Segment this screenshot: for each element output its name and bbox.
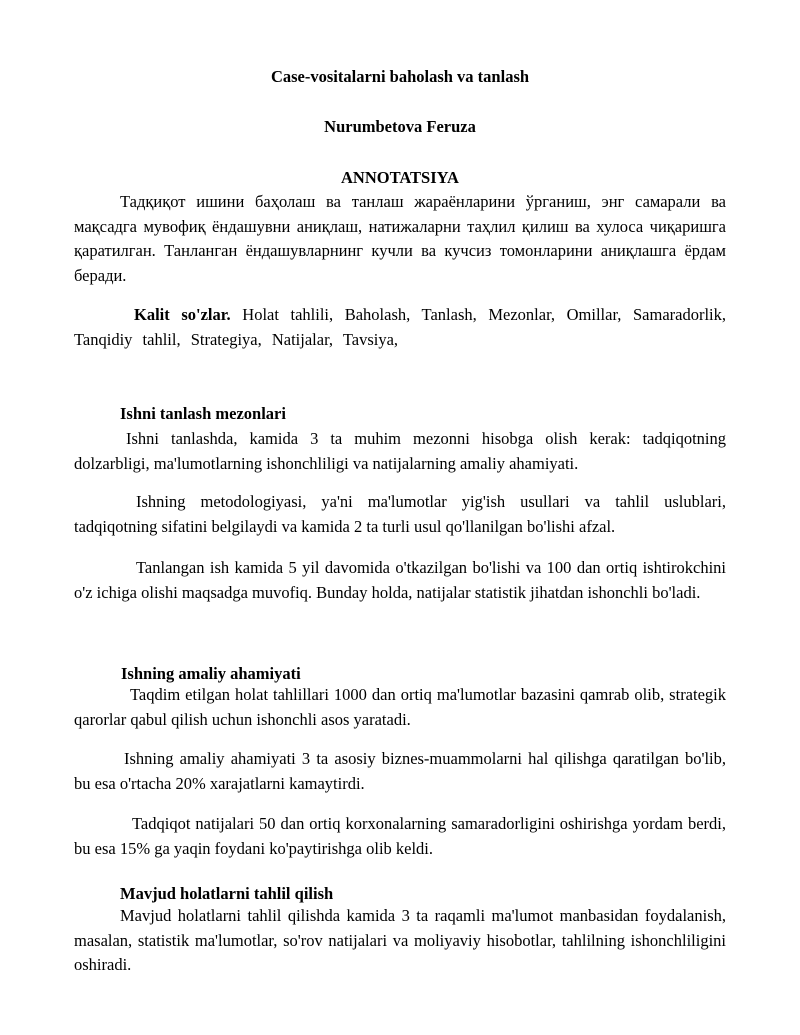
section-heading-mavjud-holatlarni-tahlil-qilish: Mavjud holatlarni tahlil qilish	[120, 884, 334, 903]
document-title: Case-vositalarni baholash va tanlash	[270, 67, 530, 86]
keywords-label: Kalit so'zlar.	[134, 305, 231, 324]
section-3-paragraph-1: Mavjud holatlarni tahlil qilishda kamida 3 ta raqamli ma'lumot manbasidan foydalanish, masalan, statistik ma'lumotlar, so'rov natijalari va moliyaviy hisobotlar, tahlilning ishonchliligini oshiradi.	[74, 906, 726, 974]
section-2-paragraph-3: Tadqiqot natijalari 50 dan ortiq korxonalarning samaradorligini oshirishga yordam berdi, bu esa 15% ga yaqin foydani ko'paytirishga olib keldi.	[74, 814, 726, 858]
section-2-paragraph-1: Taqdim etilgan holat tahlillari 1000 dan ortiq ma'lumotlar bazasini qamrab olib, strategik qarorlar qabul qilish uchun ishonchli asos yaratadi.	[74, 685, 726, 729]
annotation-heading: ANNOTATSIYA	[341, 168, 459, 187]
section-1-paragraph-1: Ishni tanlashda, kamida 3 ta muhim mezonni hisobga olish kerak: tadqiqotning dolzarbligi, ma'lumotlarning ishonchliligi va natijalarning amaliy ahamiyati.	[74, 429, 726, 473]
section-heading-ishning-amaliy-ahamiyati: Ishning amaliy ahamiyati	[121, 664, 301, 683]
annotation-text: Тадқиқот ишини баҳолаш ва танлаш жараёнларини ўрганиш, энг самарали ва мақсадга мувофиқ ёндашувни аниқлаш, натижаларни таҳлил қилиш ва хулоса чиқаришга қаратилган. Танланган ёндашувларнинг кучли ва кучсиз томонларини аниқлашга ёрдам беради.	[74, 192, 726, 285]
keywords-text: Holat tahlili, Baholash, Tanlash, Mezonlar, Omillar, Samaradorlik, Tanqidiy tahlil, Strategiya, Natijalar, Tavsiya,	[74, 305, 726, 349]
section-heading-ishni-tanlash-mezonlari: Ishni tanlash mezonlari	[120, 404, 286, 423]
author-name: Nurumbetova Feruza	[324, 117, 476, 136]
section-1-paragraph-2: Ishning metodologiyasi, ya'ni ma'lumotlar yig'ish usullari va tahlil uslublari, tadqiqotning sifatini belgilaydi va kamida 2 ta turli usul qo'llanilgan bo'lishi afzal.	[74, 492, 726, 536]
section-1-paragraph-3: Tanlangan ish kamida 5 yil davomida o'tkazilgan bo'lishi va 100 dan ortiq ishtirokchini o'z ichiga olishi maqsadga muvofiq. Bunday holda, natijalar statistik jihatdan ishonchli bo'ladi.	[74, 558, 726, 602]
keywords-paragraph	[74, 303, 726, 352]
section-2-paragraph-2: Ishning amaliy ahamiyati 3 ta asosiy biznes-muammolarni hal qilishga qaratilgan bo'lib, bu esa o'rtacha 20% xarajatlarni kamaytirdi.	[74, 749, 726, 793]
